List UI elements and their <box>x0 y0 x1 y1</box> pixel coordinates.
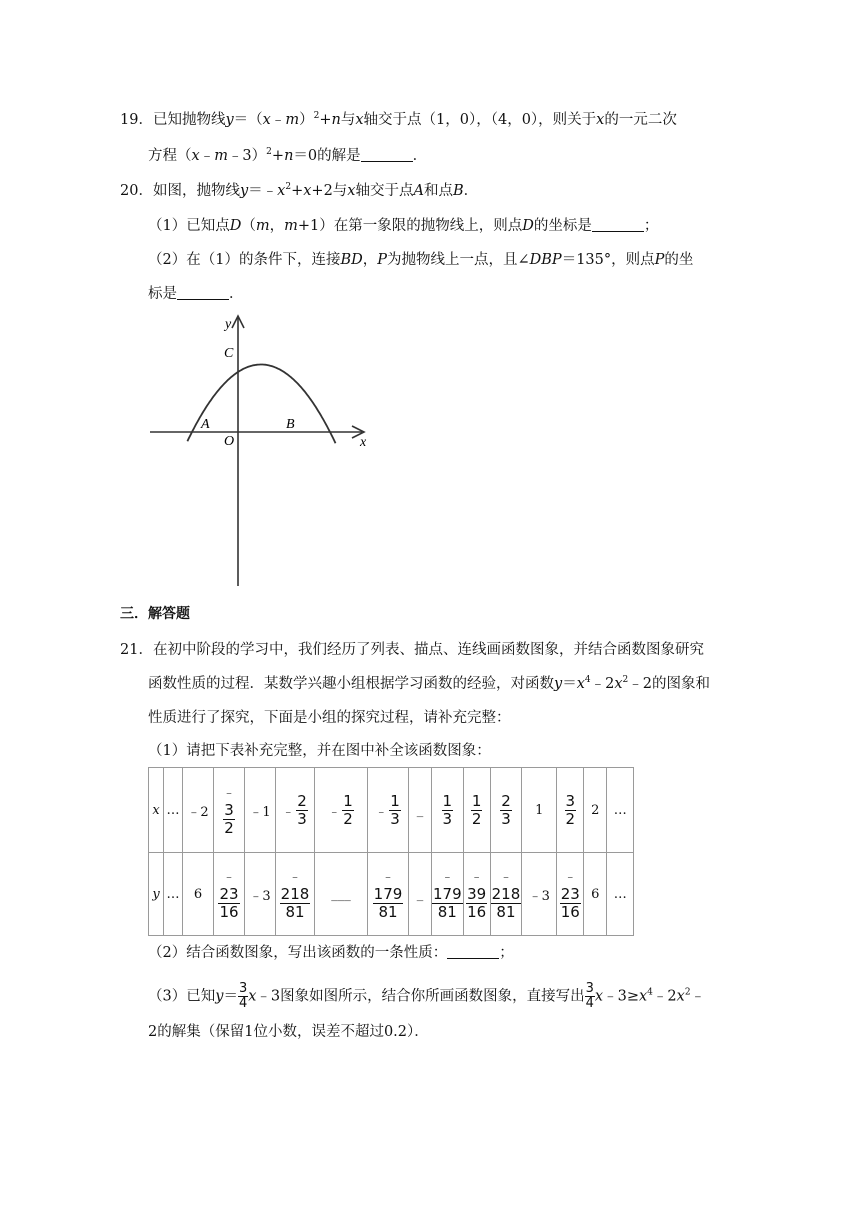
minus-sign: ﹣ <box>328 803 341 818</box>
y-row-cell <box>432 853 464 936</box>
q20-part-1: （1）已知点D（m，m+1）在第一象限的抛物线上，则点D的坐标是 ； <box>148 218 659 234</box>
cell-text: _ <box>416 886 424 902</box>
minus-sign: ﹣ <box>499 869 512 883</box>
q20-part2-blank[interactable] <box>177 285 229 300</box>
cell-text: … <box>166 802 180 818</box>
fraction-three-quarters-2: $\frac{3}{4}$ <box>585 981 594 1011</box>
y-row-cell <box>522 853 557 936</box>
q19-line-1: 19．已知抛物线y＝（x﹣m）$^2$+n与x轴交于点（1，0），（4，0），则关于x的一元二次 <box>120 111 677 128</box>
fraction: $\frac{39}{16}$ <box>467 885 487 921</box>
minus-sign: ﹣ <box>381 869 394 883</box>
q21-part-3: （3）已知y＝ $\frac{3}{4}$ x﹣3图象如图所示，结合你所画函数图象，直接写出 $\frac{3}{4}$ $x﹣3\ge x^4﹣2x^2﹣$ <box>148 981 706 1011</box>
fraction: $\frac{179}{81}$ <box>433 885 462 921</box>
y-row-cell <box>607 853 634 936</box>
cell-text: 1 <box>535 802 544 818</box>
cell-text: ﹣3 <box>249 888 271 904</box>
cell-text: ﹣2 <box>187 804 209 820</box>
x-row-cell <box>432 768 464 853</box>
minus-sign: ﹣ <box>375 803 388 818</box>
q21-part2-blank[interactable] <box>447 944 499 959</box>
q21-line-3: 性质进行了探究，下面是小组的探究过程，请补充完整： <box>148 710 511 726</box>
fraction: $\frac{2}{3}$ <box>501 791 511 828</box>
fraction-three-quarters: $\frac{3}{4}$ <box>238 981 248 1011</box>
q21-part-1: （1）请把下表补充完整，并在图中补全该函数图象： <box>148 743 491 759</box>
q20-line-1: 20．如图，抛物线$y=﹣x^2+x+2$与x轴交于点A和点B． <box>120 182 479 199</box>
x-axis-label: x <box>360 435 367 450</box>
y-row-cell <box>315 853 368 936</box>
x-row-cell <box>315 768 368 853</box>
cell-text: … <box>166 886 180 902</box>
fraction: $\frac{218}{81}$ <box>491 885 521 921</box>
fraction: $\frac{23}{16}$ <box>219 885 239 921</box>
y-row <box>149 853 634 936</box>
point-a-label: A <box>201 417 210 432</box>
q20-part-2: （2）在（1）的条件下，连接BD，P为抛物线上一点，且∠DBP＝135°，则点P的坐 <box>148 252 694 268</box>
fraction: $\frac{1}{2}$ <box>471 791 482 828</box>
y-row-cell <box>276 853 315 936</box>
fraction: $\frac{1}{3}$ <box>390 791 400 828</box>
fraction: $\frac{3}{2}$ <box>565 791 576 828</box>
q21-line-2: 函数性质的过程．某数学兴趣小组根据学习函数的经验，对函数$y=x^4﹣2x^2﹣2$的图象和 <box>148 675 711 692</box>
parabola-figure <box>148 312 370 590</box>
q21-line-1: 21．在初中阶段的学习中，我们经历了列表、描点、连线画函数图象，并结合函数图象研究 <box>120 642 704 658</box>
y-row-cell <box>183 853 214 936</box>
minus-sign: ﹣ <box>288 869 301 883</box>
fraction: $\frac{2}{3}$ <box>297 791 307 828</box>
point-c-label: C <box>224 346 234 361</box>
y-row-cell <box>557 853 584 936</box>
parabola-graph <box>148 312 370 590</box>
y-row-cell <box>164 853 183 936</box>
q21-part-3-cont: 2的解集（保留1位小数，误差不超过0.2）． <box>148 1024 429 1040</box>
section-3-heading: 三．解答题 <box>120 606 190 622</box>
origin-label: O <box>224 434 235 449</box>
minus-sign: ﹣ <box>564 869 577 883</box>
function-value-table <box>148 767 634 936</box>
minus-sign: ﹣ <box>470 869 483 883</box>
x-row-cell <box>245 768 276 853</box>
x-row-cell <box>214 768 245 853</box>
x-row-cell <box>409 768 432 853</box>
x-row-cell <box>607 768 634 853</box>
x-row-cell <box>276 768 315 853</box>
q20-part-2-cont: 标是 ． <box>148 286 244 302</box>
y-row-cell <box>368 853 409 936</box>
cell-text: 2 <box>591 802 600 818</box>
fraction: $\frac{3}{2}$ <box>224 801 234 837</box>
y-row-cell <box>409 853 432 936</box>
y-row-cell <box>463 853 490 936</box>
q19-answer-blank[interactable] <box>361 147 413 162</box>
minus-sign: ﹣ <box>222 869 235 883</box>
y-axis-label: y <box>225 317 232 332</box>
y-row-cell <box>584 853 607 936</box>
y-row-header: y <box>149 853 164 936</box>
cell-text: 6 <box>193 886 203 902</box>
q20-part1-blank[interactable] <box>592 217 644 232</box>
cell-text: … <box>613 886 627 902</box>
y-row-cell <box>214 853 245 936</box>
fraction: $\frac{1}{3}$ <box>442 791 453 828</box>
y-row-cell <box>245 853 276 936</box>
point-b-label: B <box>286 417 295 432</box>
cell-text: _ <box>416 802 424 818</box>
cell-text: ﹣1 <box>249 804 271 820</box>
x-row-cell <box>490 768 522 853</box>
x-row-cell <box>522 768 557 853</box>
y-row-cell <box>490 853 522 936</box>
cell-text: ___ <box>331 886 351 902</box>
cell-text: … <box>613 802 627 818</box>
fraction: $\frac{218}{81}$ <box>280 885 310 921</box>
cell-text: 6 <box>591 886 600 902</box>
cell-text: ﹣3 <box>528 888 550 904</box>
x-row-cell <box>368 768 409 853</box>
x-row-cell <box>164 768 183 853</box>
x-row <box>149 768 634 853</box>
fraction: $\frac{1}{2}$ <box>343 791 353 828</box>
minus-sign: ﹣ <box>282 803 295 818</box>
q21-part-2: （2）结合函数图象，写出该函数的一条性质： ； <box>148 945 514 961</box>
fraction: $\frac{179}{81}$ <box>373 885 403 921</box>
x-row-header: x <box>149 768 164 853</box>
q19-line-2: 方程（x﹣m﹣3）$^2$+n＝0的解是 ． <box>148 147 428 164</box>
minus-sign: ﹣ <box>441 869 454 883</box>
x-row-cell <box>584 768 607 853</box>
x-row-cell <box>557 768 584 853</box>
minus-sign: ﹣ <box>222 785 235 799</box>
x-row-cell <box>183 768 214 853</box>
fraction: $\frac{23}{16}$ <box>560 885 580 921</box>
x-row-cell <box>463 768 490 853</box>
